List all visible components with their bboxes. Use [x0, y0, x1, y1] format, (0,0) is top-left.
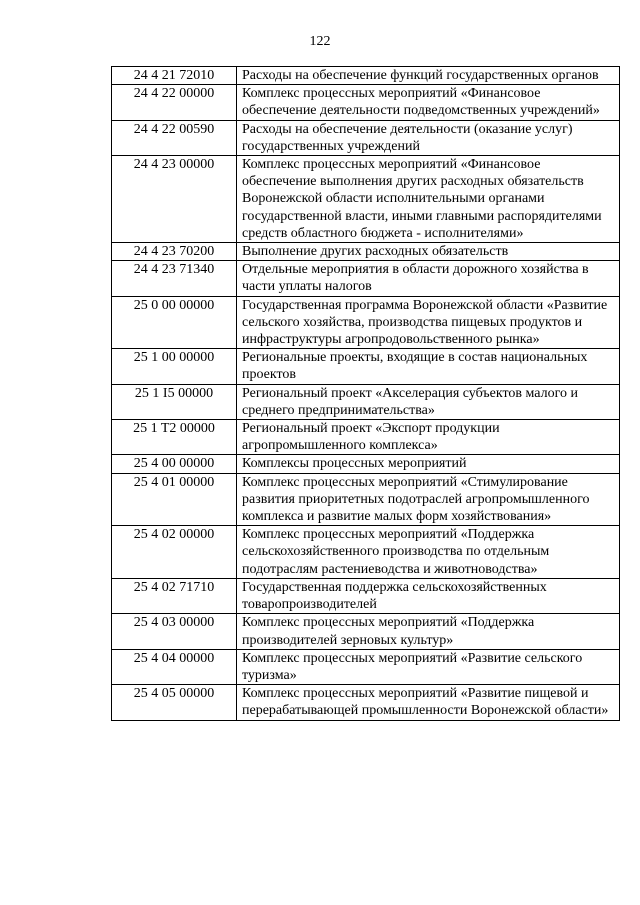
- expense-name: Комплекс процессных мероприятий «Развитие сельского туризма»: [237, 649, 620, 684]
- target-article-code: 24 4 22 00000: [112, 85, 237, 120]
- expense-name: Комплекс процессных мероприятий «Поддержка сельскохозяйственного производства по отдельным подотраслям растениеводства и животноводства»: [237, 526, 620, 579]
- expense-name: Расходы на обеспечение деятельности (оказание услуг) государственных учреждений: [237, 120, 620, 155]
- target-article-code: 25 1 I5 00000: [112, 384, 237, 419]
- target-article-code: 24 4 23 71340: [112, 261, 237, 296]
- target-article-code: 25 4 05 00000: [112, 685, 237, 720]
- table-row: [112, 526, 620, 579]
- budget-classification-table: [111, 66, 620, 721]
- table-row: [112, 384, 620, 419]
- target-article-code: 25 1 T2 00000: [112, 420, 237, 455]
- expense-name: Расходы на обеспечение функций государственных органов: [237, 67, 620, 85]
- table-row: [112, 261, 620, 296]
- table-row: [112, 685, 620, 720]
- classification-table-container: [111, 66, 620, 721]
- target-article-code: 24 4 22 00590: [112, 120, 237, 155]
- target-article-code: 25 4 01 00000: [112, 473, 237, 526]
- table-row: [112, 649, 620, 684]
- expense-name: Государственная программа Воронежской области «Развитие сельского хозяйства, производства пищевых продуктов и инфраструктуры агропродовольственного рынка»: [237, 296, 620, 349]
- table-row: [112, 85, 620, 120]
- target-article-code: 24 4 23 00000: [112, 156, 237, 243]
- table-row: [112, 67, 620, 85]
- target-article-code: 24 4 21 72010: [112, 67, 237, 85]
- table-row: [112, 420, 620, 455]
- expense-name: Региональный проект «Экспорт продукции агропромышленного комплекса»: [237, 420, 620, 455]
- expense-name: Комплекс процессных мероприятий «Поддержка производителей зерновых культур»: [237, 614, 620, 649]
- expense-name: Региональные проекты, входящие в состав национальных проектов: [237, 349, 620, 384]
- expense-name: Комплекс процессных мероприятий «Развитие пищевой и перерабатывающей промышленности Воронежской области»: [237, 685, 620, 720]
- expense-name: Комплекс процессных мероприятий «Стимулирование развития приоритетных подотраслей агропромышленного комплекса и развитие малых форм хозяйствования»: [237, 473, 620, 526]
- table-row: [112, 349, 620, 384]
- target-article-code: 25 4 04 00000: [112, 649, 237, 684]
- expense-name: Комплексы процессных мероприятий: [237, 455, 620, 473]
- expense-name: Государственная поддержка сельскохозяйственных товаропроизводителей: [237, 578, 620, 613]
- table-row: [112, 156, 620, 243]
- page-number: 122: [309, 34, 331, 49]
- target-article-code: 25 4 02 00000: [112, 526, 237, 579]
- table-row: [112, 455, 620, 473]
- target-article-code: 25 1 00 00000: [112, 349, 237, 384]
- target-article-code: 25 4 00 00000: [112, 455, 237, 473]
- target-article-code: 25 4 02 71710: [112, 578, 237, 613]
- expense-name: Комплекс процессных мероприятий «Финансовое обеспечение выполнения других расходных обязательств Воронежской области исполнительными органами государственной власти, иными главными распорядителями средств областного бюджета - исполнителями»: [237, 156, 620, 243]
- expense-name: Выполнение других расходных обязательств: [237, 243, 620, 261]
- target-article-code: 25 4 03 00000: [112, 614, 237, 649]
- table-row: [112, 296, 620, 349]
- expense-name: Комплекс процессных мероприятий «Финансовое обеспечение деятельности подведомственных учреждений»: [237, 85, 620, 120]
- table-row: [112, 243, 620, 261]
- table-row: [112, 614, 620, 649]
- table-row: [112, 578, 620, 613]
- expense-name: Региональный проект «Акселерация субъектов малого и среднего предпринимательства»: [237, 384, 620, 419]
- target-article-code: 25 0 00 00000: [112, 296, 237, 349]
- target-article-code: 24 4 23 70200: [112, 243, 237, 261]
- expense-name: Отдельные мероприятия в области дорожного хозяйства в части уплаты налогов: [237, 261, 620, 296]
- table-row: [112, 120, 620, 155]
- table-row: [112, 473, 620, 526]
